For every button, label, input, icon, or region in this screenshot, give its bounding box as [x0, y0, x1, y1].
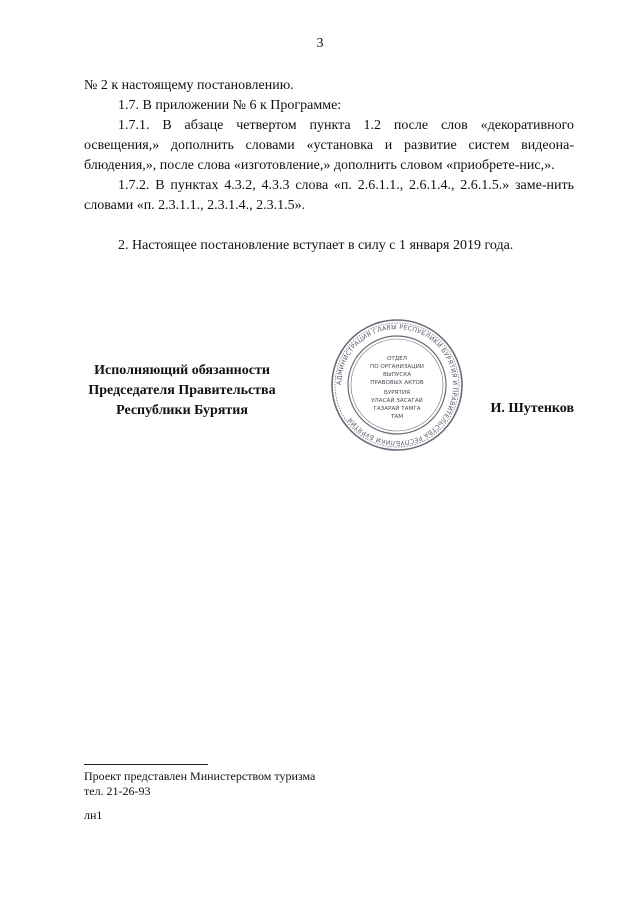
page-number: 3 — [316, 36, 324, 51]
signatory-position-line: Председателя Правительства — [88, 383, 276, 398]
footnote-line: тел. 21-26-93 — [84, 784, 151, 798]
signatory-position — [84, 361, 280, 421]
paragraph-1-7-1: 1.7.1. В абзаце четвертом пункта 1.2 после слов «декоративного освещения,» дополнить словами «установка и развитие систем видеона-блюдения,», после слова «изготовление,» дополнить словом «приобрете-нис,». — [84, 118, 574, 173]
document-body — [84, 76, 574, 256]
stamp-line: ВЫПУСКА — [382, 372, 412, 378]
footnote — [84, 769, 315, 799]
signatory-position-line: Исполняющий обязанности — [94, 363, 270, 378]
paragraph-spacer — [84, 216, 574, 236]
signatory-position-line: Республики Бурятия — [116, 403, 248, 418]
stamp-ring-text: АДМИНИСТРАЦИЯ ГЛАВЫ РЕСПУБЛИКИ БУРЯТИЯ И ПРАВИТЕЛЬСТВА РЕСПУБЛИКИ БУРЯТИЯ — [335, 323, 459, 447]
footnote-divider — [84, 764, 208, 765]
stamp-line: БУРЯТИЯ — [384, 390, 410, 396]
document-code: лн1 — [84, 808, 103, 822]
stamp-line: ГАЗАРАЙ ТАМГА — [373, 406, 421, 412]
stamp-line: УЛАСАЙ ЗАСАГАЙ — [371, 398, 423, 404]
paragraph-1-7-2: 1.7.2. В пунктах 4.3.2, 4.3.3 слова «п. 2.6.1.1., 2.6.1.4., 2.6.1.5.» заме-нить словами «п. 2.3.1.1., 2.3.1.4., 2.3.1.5». — [84, 178, 574, 213]
signatory-name: И. Шутенков — [490, 401, 574, 416]
official-stamp — [330, 318, 464, 452]
stamp-line: ПРАВОВЫХ АКТОВ — [370, 380, 424, 386]
paragraph-2: 2. Настоящее постановление вступает в силу с 1 января 2019 года. — [118, 238, 514, 253]
footnote-line: Проект представлен Министерством туризма — [84, 769, 316, 783]
paragraph-1-7: 1.7. В приложении № 6 к Программе: — [118, 98, 342, 113]
stamp-line: ПО ОРГАНИЗАЦИИ — [370, 364, 424, 370]
paragraph-continuation: № 2 к настоящему постановлению. — [84, 78, 294, 93]
stamp-line: ТАМ — [390, 414, 404, 420]
stamp-line: ОТДЕЛ — [387, 356, 407, 362]
